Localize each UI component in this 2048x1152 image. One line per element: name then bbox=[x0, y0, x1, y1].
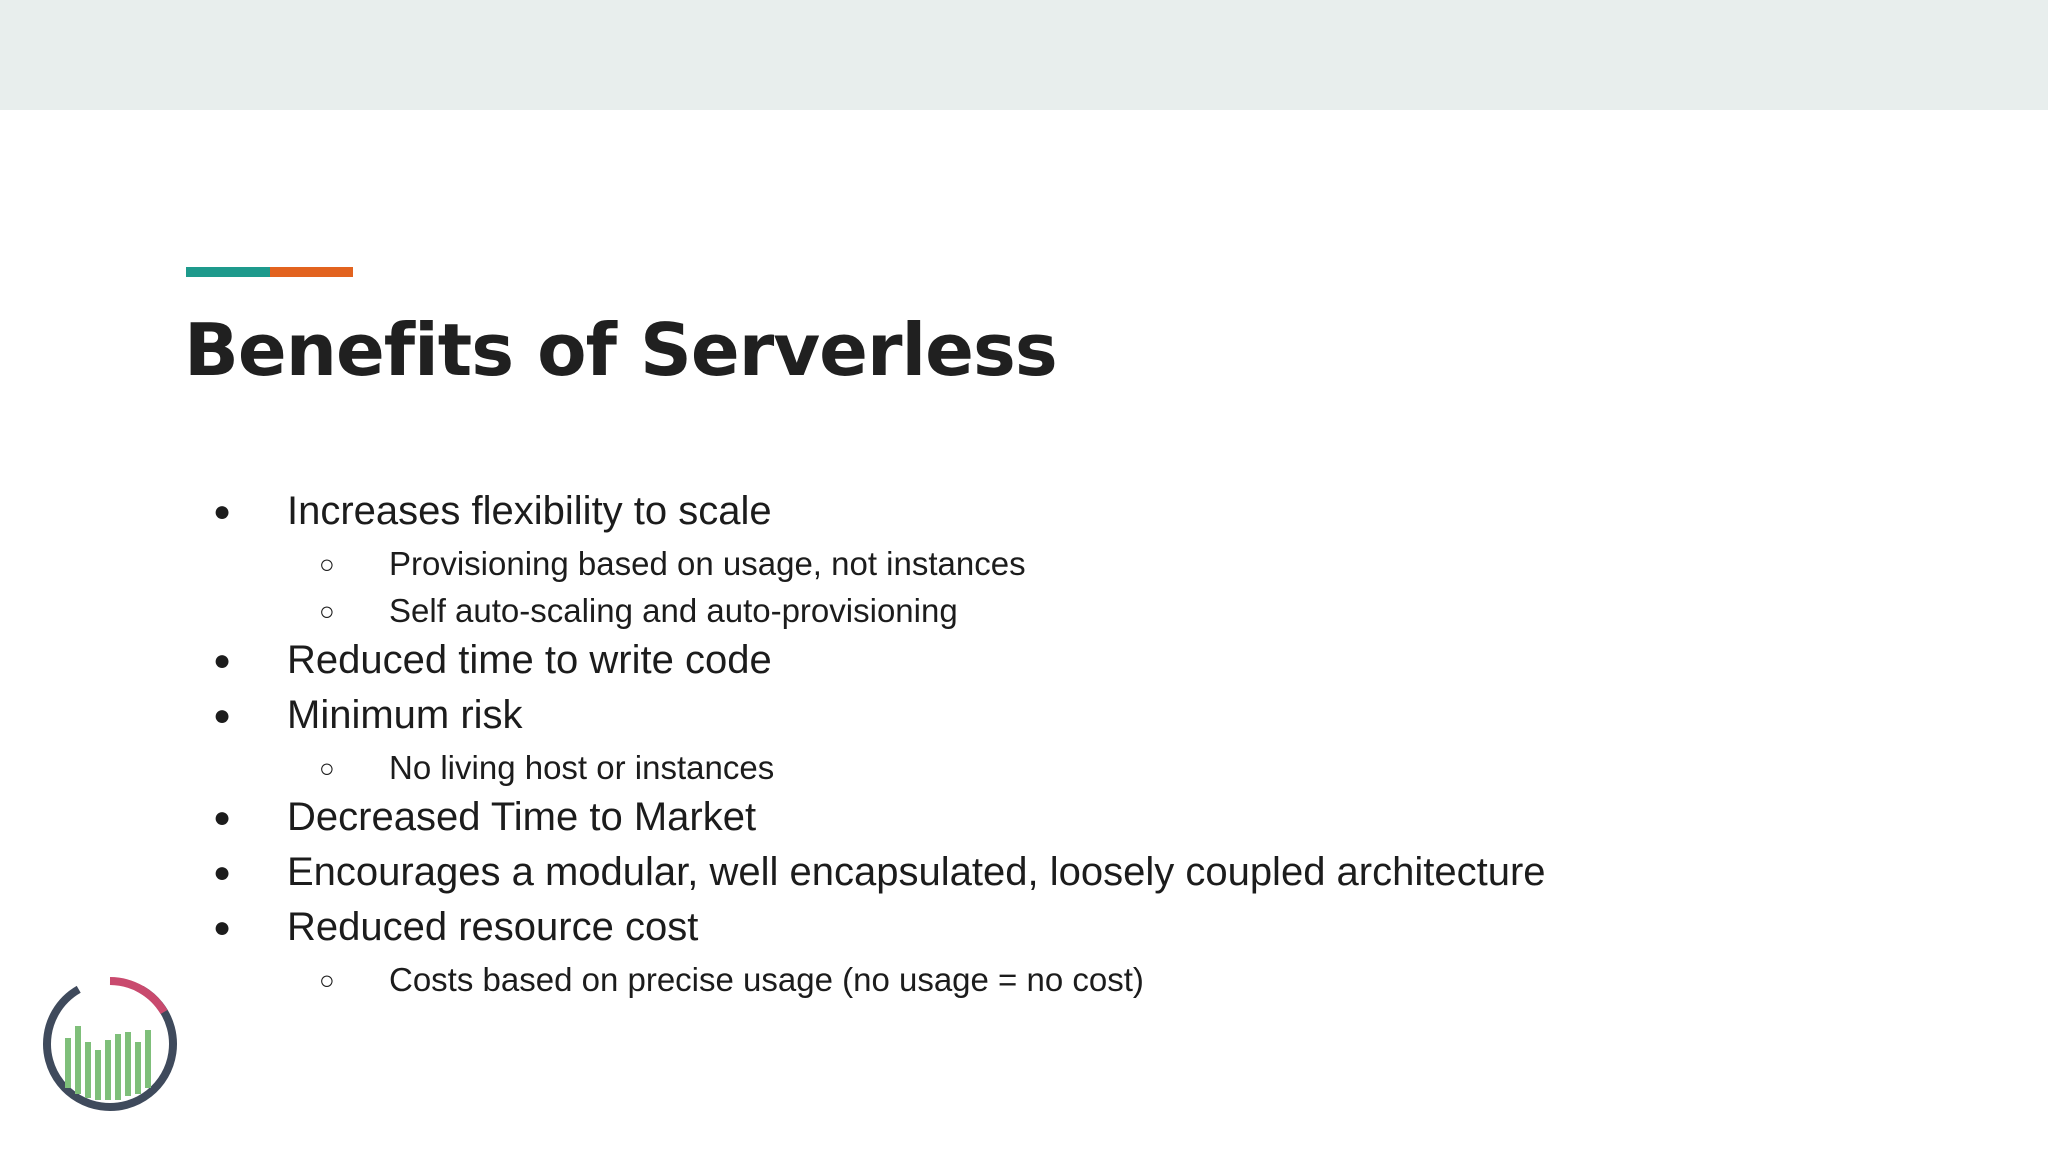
sub-bullet-marker: ○ bbox=[319, 965, 335, 995]
bullet-text: Encourages a modular, well encapsulated, loosely coupled architecture bbox=[287, 850, 1546, 894]
bullet-item bbox=[213, 693, 523, 737]
bullet-item bbox=[213, 905, 699, 949]
sub-bullet-item bbox=[319, 749, 775, 786]
sub-bullet-marker: ○ bbox=[319, 549, 335, 579]
bullet-item bbox=[213, 489, 772, 533]
bullet-item bbox=[213, 795, 757, 839]
bullet-item bbox=[213, 850, 1546, 894]
bullet-marker: ● bbox=[213, 699, 232, 732]
bullet-text: Reduced resource cost bbox=[287, 905, 699, 949]
bullet-text: Reduced time to write code bbox=[287, 638, 772, 682]
slide-title: Benefits of Serverless bbox=[184, 308, 1057, 392]
bullet-text: Minimum risk bbox=[287, 693, 523, 737]
sub-bullet-text: No living host or instances bbox=[389, 749, 775, 786]
sub-bullet-marker: ○ bbox=[319, 596, 335, 626]
bullet-item bbox=[213, 638, 772, 682]
sub-bullet-item bbox=[319, 961, 1144, 998]
sub-bullet-text: Provisioning based on usage, not instances bbox=[389, 545, 1026, 582]
sub-bullet-text: Self auto-scaling and auto-provisioning bbox=[389, 592, 958, 629]
bullet-marker: ● bbox=[213, 644, 232, 677]
circular-bar-chart-logo-icon bbox=[38, 972, 182, 1116]
sub-bullet-marker: ○ bbox=[319, 753, 335, 783]
bullet-text: Increases flexibility to scale bbox=[287, 489, 772, 533]
bullet-text: Decreased Time to Market bbox=[287, 795, 757, 839]
bullet-marker: ● bbox=[213, 856, 232, 889]
sub-bullet-item bbox=[319, 592, 958, 629]
bullet-marker: ● bbox=[213, 801, 232, 834]
sub-bullet-text: Costs based on precise usage (no usage = no cost) bbox=[389, 961, 1144, 998]
bullet-marker: ● bbox=[213, 495, 232, 528]
sub-bullet-item bbox=[319, 545, 1026, 582]
bullet-marker: ● bbox=[213, 911, 232, 944]
